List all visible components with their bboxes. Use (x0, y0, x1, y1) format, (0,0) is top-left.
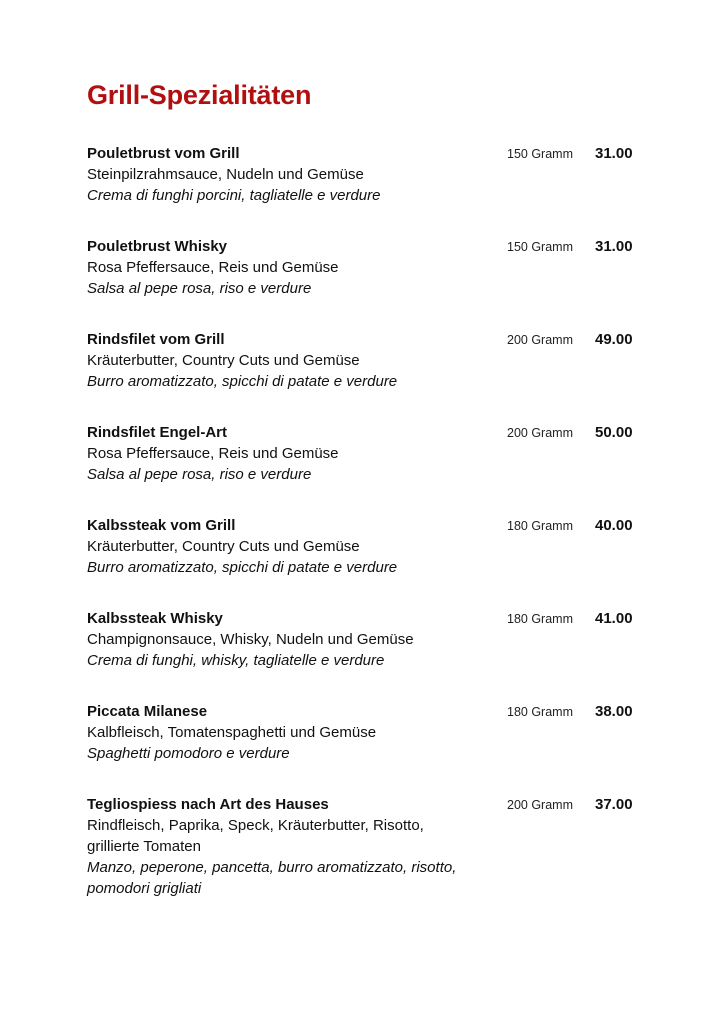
dish-description-italian: Crema di funghi porcini, tagliatelle e verdure (87, 187, 381, 204)
menu-item (87, 701, 647, 794)
menu-item (87, 794, 647, 904)
dish-price: 40.00 (595, 517, 633, 534)
dish-weight: 200 Gramm (507, 426, 573, 440)
dish-name: Rindsfilet Engel-Art (87, 424, 228, 441)
dish-price: 31.00 (595, 238, 633, 255)
menu-item (87, 329, 647, 422)
dish-price: 31.00 (595, 145, 633, 162)
dish-price: 49.00 (595, 331, 633, 348)
dish-description-german: Kräuterbutter, Country Cuts und Gemüse (87, 538, 360, 555)
menu-item (87, 515, 647, 608)
menu-item (87, 608, 647, 701)
dish-price: 37.00 (595, 796, 633, 813)
menu-list (87, 143, 647, 904)
dish-weight: 180 Gramm (507, 612, 573, 626)
dish-description-italian: Manzo, peperone, pancetta, burro aromatizzato, risotto, pomodori grigliati (87, 859, 457, 897)
dish-weight: 180 Gramm (507, 705, 573, 719)
dish-weight: 150 Gramm (507, 147, 573, 161)
dish-name: Pouletbrust Whisky (87, 238, 228, 255)
menu-item (87, 422, 647, 515)
dish-name: Kalbssteak vom Grill (87, 517, 236, 534)
dish-description-italian: Spaghetti pomodoro e verdure (87, 745, 290, 762)
dish-description-italian: Burro aromatizzato, spicchi di patate e verdure (87, 373, 398, 390)
dish-description-italian: Salsa al pepe rosa, riso e verdure (87, 466, 312, 483)
dish-description-german: Kalbfleisch, Tomatenspaghetti und Gemüse (87, 724, 377, 741)
dish-price: 41.00 (595, 610, 633, 627)
menu-item (87, 143, 647, 236)
dish-description-german: Rindfleisch, Paprika, Speck, Kräuterbutter, Risotto, grillierte Tomaten (87, 817, 424, 855)
dish-description-german: Rosa Pfeffersauce, Reis und Gemüse (87, 445, 339, 462)
dish-price: 38.00 (595, 703, 633, 720)
dish-description-italian: Burro aromatizzato, spicchi di patate e verdure (87, 559, 398, 576)
dish-weight: 200 Gramm (507, 798, 573, 812)
dish-description-german: Kräuterbutter, Country Cuts und Gemüse (87, 352, 360, 369)
page-title: Grill-Spezialitäten (87, 80, 312, 110)
dish-weight: 180 Gramm (507, 519, 573, 533)
dish-description-italian: Crema di funghi, whisky, tagliatelle e verdure (87, 652, 385, 669)
dish-description-german: Rosa Pfeffersauce, Reis und Gemüse (87, 259, 339, 276)
dish-name: Pouletbrust vom Grill (87, 145, 240, 162)
dish-name: Tegliospiess nach Art des Hauses (87, 796, 329, 813)
dish-weight: 200 Gramm (507, 333, 573, 347)
dish-weight: 150 Gramm (507, 240, 573, 254)
dish-description-italian: Salsa al pepe rosa, riso e verdure (87, 280, 312, 297)
dish-name: Rindsfilet vom Grill (87, 331, 225, 348)
menu-item (87, 236, 647, 329)
dish-price: 50.00 (595, 424, 633, 441)
dish-name: Kalbssteak Whisky (87, 610, 223, 627)
dish-description-german: Champignonsauce, Whisky, Nudeln und Gemüse (87, 631, 414, 648)
dish-name: Piccata Milanese (87, 703, 208, 720)
dish-description-german: Steinpilzrahmsauce, Nudeln und Gemüse (87, 166, 364, 183)
